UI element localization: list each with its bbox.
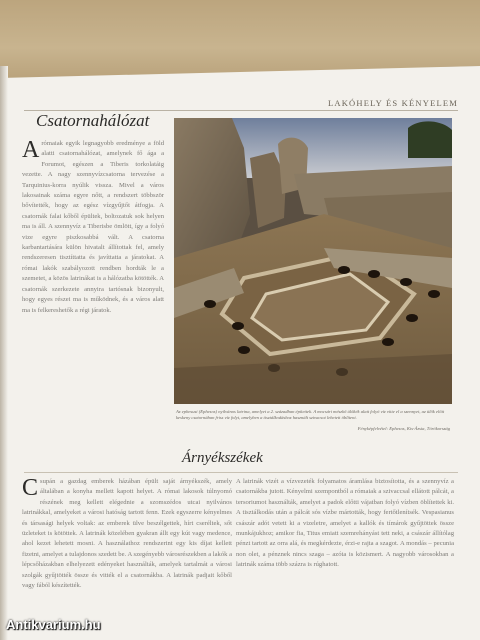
body-text: rómaiak egyik legnagyobb eredménye a föld alatti csatornahálózat, amelynek fő ága a Forumot, egészen a Tiberis torkolatáig vezette. A nagy szennyvízcsatorna tervezése a Tarquinius-korra nyúlik vissza. Mivel a város lakosainak száma egyre nőtt, a rendszert többször bővítették, hogy az egész vízgyűjtőt átfogja. A csatornák falai kőből épültek, boltozatuk sok helyen ma is áll. A szennyvíz a Tiberisbe ömlött, így a folyó vize egyre piszkosabbá vált. A csatorna karbantartására külön hivatalt állítottak fel, amely rendszeresen tisztíttatta és javíttatta a járatokat. A római lakók szabályozott rendben hordták le a szemetet, a közös latrinákat is a hálózatba kötötték. A csatornák szerkezete annyira tartósnak bizonyult, hogy egyes részei ma is működnek, és a város alatt ma is felkereshetők a régi járatok. xyxy=(22,140,164,314)
watermark: Antikvarium.hu xyxy=(6,617,101,632)
section-body-csatornahalozat xyxy=(22,139,164,439)
section-title-csatornahalozat: Csatornahálózat xyxy=(36,111,150,130)
section-title-arnyekszekek: Árnyékszékek xyxy=(182,450,263,466)
body-text: supán a gazdag emberek házában épült saját árnyékszék, amely általában a konyha mellett kapott helyet. A római lakosok túlnyomó részének meg kellett elégednie a szomszédos utcai nyilvános latrinákkal, amelyeket a városi hatóság tartott fenn. Ezek egyszerre kényelmes és társasági helyek voltak: az emberek ülve beszélgettek, hírt cseréltek, sőt üzleteket is kötöttek. A latrinák közelében gyakran állt egy kút vagy medence, ahol kezet lehetett mosni. A használathoz rendszerint egy kis díjat kellett fizetni, amelyet a tulajdonos szedett be. A szegényebb városrészekben a lakók a lépcsőházakban elhelyezett edényeket használták, amelyek tartalmát a városi szolgák gyűjtötték össze és vitték el a csatornákba. A latrinák padjait kőből vagy fából készítették. xyxy=(22,478,232,590)
photo-caption: Az ephesusi (Ephesos) nyilvános latrina, amelyet a 2. században építettek. A mocsári mészkő ülőkék alatt folyó víz vitte el a szennyet, az ülők előtt keskeny csatornában friss víz folyt, amelyben a tisztálkodáshoz használt szivacsot lehetett öblíteni. xyxy=(176,409,445,421)
section-body-arnyekszekek-col1 xyxy=(22,477,232,640)
section-rule xyxy=(24,472,458,473)
section-body-arnyekszekek-col2: A latrinák vizét a vízvezeték folyamatos áramlása biztosította, és a szennyvíz a csatornákba jutott. Kényelmi szempontból a rómaiak a szivaccsal ellátott pálcát, a tersoriumot használták, amelyet a padok előtti vájatban folyó vízben öblítettek ki. A tisztálkodás után a pálcát sós vízbe mártották, hogy fertőtlenítsék. Vespasianus császár adót vetett ki a vizeletre, amelyet a kallók és tímárok gyűjtöttek össze munkájukhoz; amikor fia, Titus emiatt szemrehányást tett neki, a császár állítólag pénzt tartott az orra alá, és megkérdezte, érzi-e rajta a szagot. A mondás – pecunia non olet, a pénznek nincs szaga – azóta is közismert. A nagyobb városokban a latrinák száma több százra is rúghatott. xyxy=(236,478,454,569)
photo-credit: Fényképfelvétel: Ephesos, Kis-Ázsia, Törökország xyxy=(357,426,450,431)
latrine-photo xyxy=(174,118,452,404)
drop-cap: C xyxy=(22,477,39,501)
latrine-ruins-illustration xyxy=(174,118,452,404)
running-head: LAKÓHELY ÉS KÉNYELEM xyxy=(327,98,458,108)
drop-cap: A xyxy=(22,139,40,163)
page-binding-shadow xyxy=(0,66,8,640)
